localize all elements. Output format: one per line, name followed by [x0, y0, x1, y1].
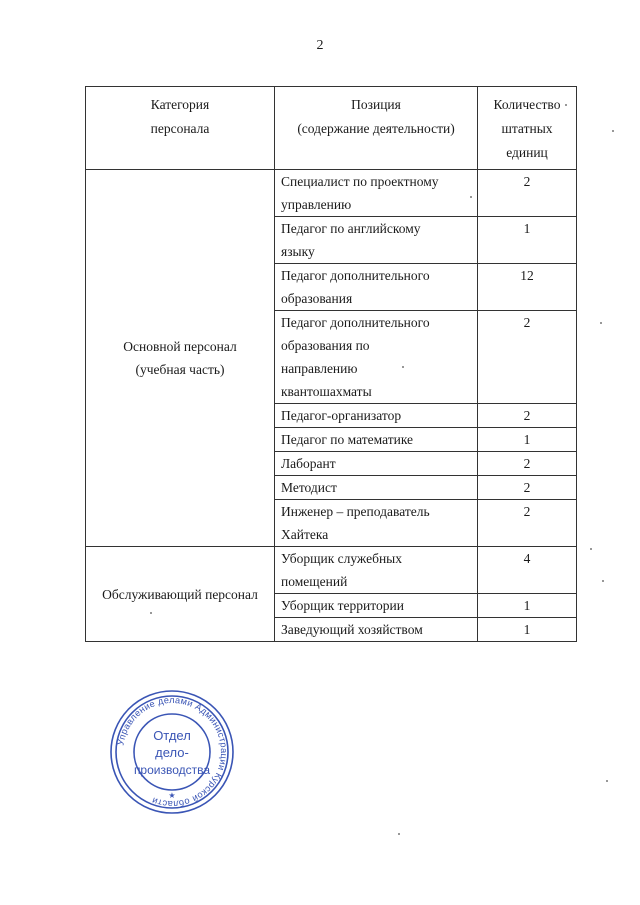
position-line: направлению — [281, 361, 358, 376]
position-cell — [275, 264, 478, 311]
count-cell: 2 — [478, 404, 577, 428]
position-line: языку — [281, 244, 315, 259]
position-line: Уборщик территории — [281, 598, 404, 613]
position-line: Хайтека — [281, 527, 329, 542]
page-number: 2 — [316, 38, 324, 53]
position-cell — [275, 547, 478, 594]
position-cell — [275, 618, 478, 642]
table-header-row — [86, 87, 577, 170]
category-line: Обслуживающий персонал — [102, 586, 258, 602]
header-category-line: Категория — [150, 97, 210, 112]
category-line: (учебная часть) — [135, 362, 225, 377]
scan-speck — [606, 780, 608, 782]
count-cell: 2 — [478, 500, 577, 547]
count-cell: 1 — [478, 594, 577, 618]
scan-speck — [590, 548, 592, 550]
position-cell — [275, 428, 478, 452]
count-cell: 1 — [478, 428, 577, 452]
position-line: Специалист по проектному — [281, 174, 439, 189]
header-position — [275, 87, 478, 170]
position-cell — [275, 500, 478, 547]
count-cell: 12 — [478, 264, 577, 311]
header-count — [478, 87, 577, 170]
staff-table — [85, 86, 577, 642]
position-line: образования — [281, 291, 353, 306]
position-line: квантошахматы — [281, 384, 372, 399]
header-category — [86, 87, 275, 170]
count-cell: 1 — [478, 217, 577, 264]
position-cell — [275, 452, 478, 476]
position-line: Инженер – преподаватель — [281, 504, 430, 519]
stamp-center-line-3: производства — [133, 763, 211, 777]
position-line: Педагог по математике — [281, 432, 414, 447]
category-line: Основной персонал — [123, 339, 237, 354]
count-cell: 1 — [478, 618, 577, 642]
header-count-line: штатных — [501, 121, 553, 136]
header-position-line: (содержание деятельности) — [297, 121, 455, 136]
position-cell — [275, 594, 478, 618]
scan-speck — [612, 130, 614, 132]
scan-speck — [402, 366, 404, 368]
header-category-line: персонала — [150, 121, 210, 136]
scan-speck — [600, 322, 602, 324]
category-cell — [86, 170, 275, 547]
stamp-center-line-2: дело- — [155, 745, 189, 760]
table-row — [86, 170, 577, 217]
position-cell — [275, 217, 478, 264]
position-line: управлению — [281, 197, 352, 212]
table-row — [86, 547, 577, 594]
header-count-line: единиц — [506, 145, 548, 160]
position-line: Педагог дополнительного — [281, 268, 430, 283]
position-line: Уборщик служебных — [281, 551, 402, 566]
scan-speck — [150, 612, 152, 614]
scan-speck — [470, 196, 472, 198]
scan-speck — [565, 104, 567, 106]
position-cell — [275, 311, 478, 404]
position-cell — [275, 170, 478, 217]
position-line: Педагог по английскому — [281, 221, 421, 236]
position-line: образования по — [281, 338, 370, 353]
table-body — [86, 170, 577, 642]
position-cell — [275, 404, 478, 428]
office-stamp — [108, 688, 236, 816]
count-cell: 2 — [478, 452, 577, 476]
position-line: Заведующий хозяйством — [281, 622, 423, 637]
position-line: помещений — [281, 574, 348, 589]
stamp-center-line-1: Отдел — [153, 728, 191, 743]
count-cell: 2 — [478, 311, 577, 404]
count-cell: 2 — [478, 476, 577, 500]
position-line: Методист — [281, 480, 337, 495]
position-cell — [275, 476, 478, 500]
position-line: Лаборант — [281, 456, 336, 471]
stamp-ring-text-path: Управление делами Администрации Курской области — [115, 694, 230, 810]
category-cell — [86, 547, 275, 642]
position-line: Педагог-организатор — [281, 408, 402, 423]
scan-speck — [398, 833, 400, 835]
stamp-star: ★ — [168, 791, 176, 800]
header-count-line: Количество — [493, 97, 561, 112]
header-position-line: Позиция — [351, 97, 401, 112]
position-line: Педагог дополнительного — [281, 315, 430, 330]
count-cell: 4 — [478, 547, 577, 594]
count-cell: 2 — [478, 170, 577, 217]
scan-speck — [602, 580, 604, 582]
